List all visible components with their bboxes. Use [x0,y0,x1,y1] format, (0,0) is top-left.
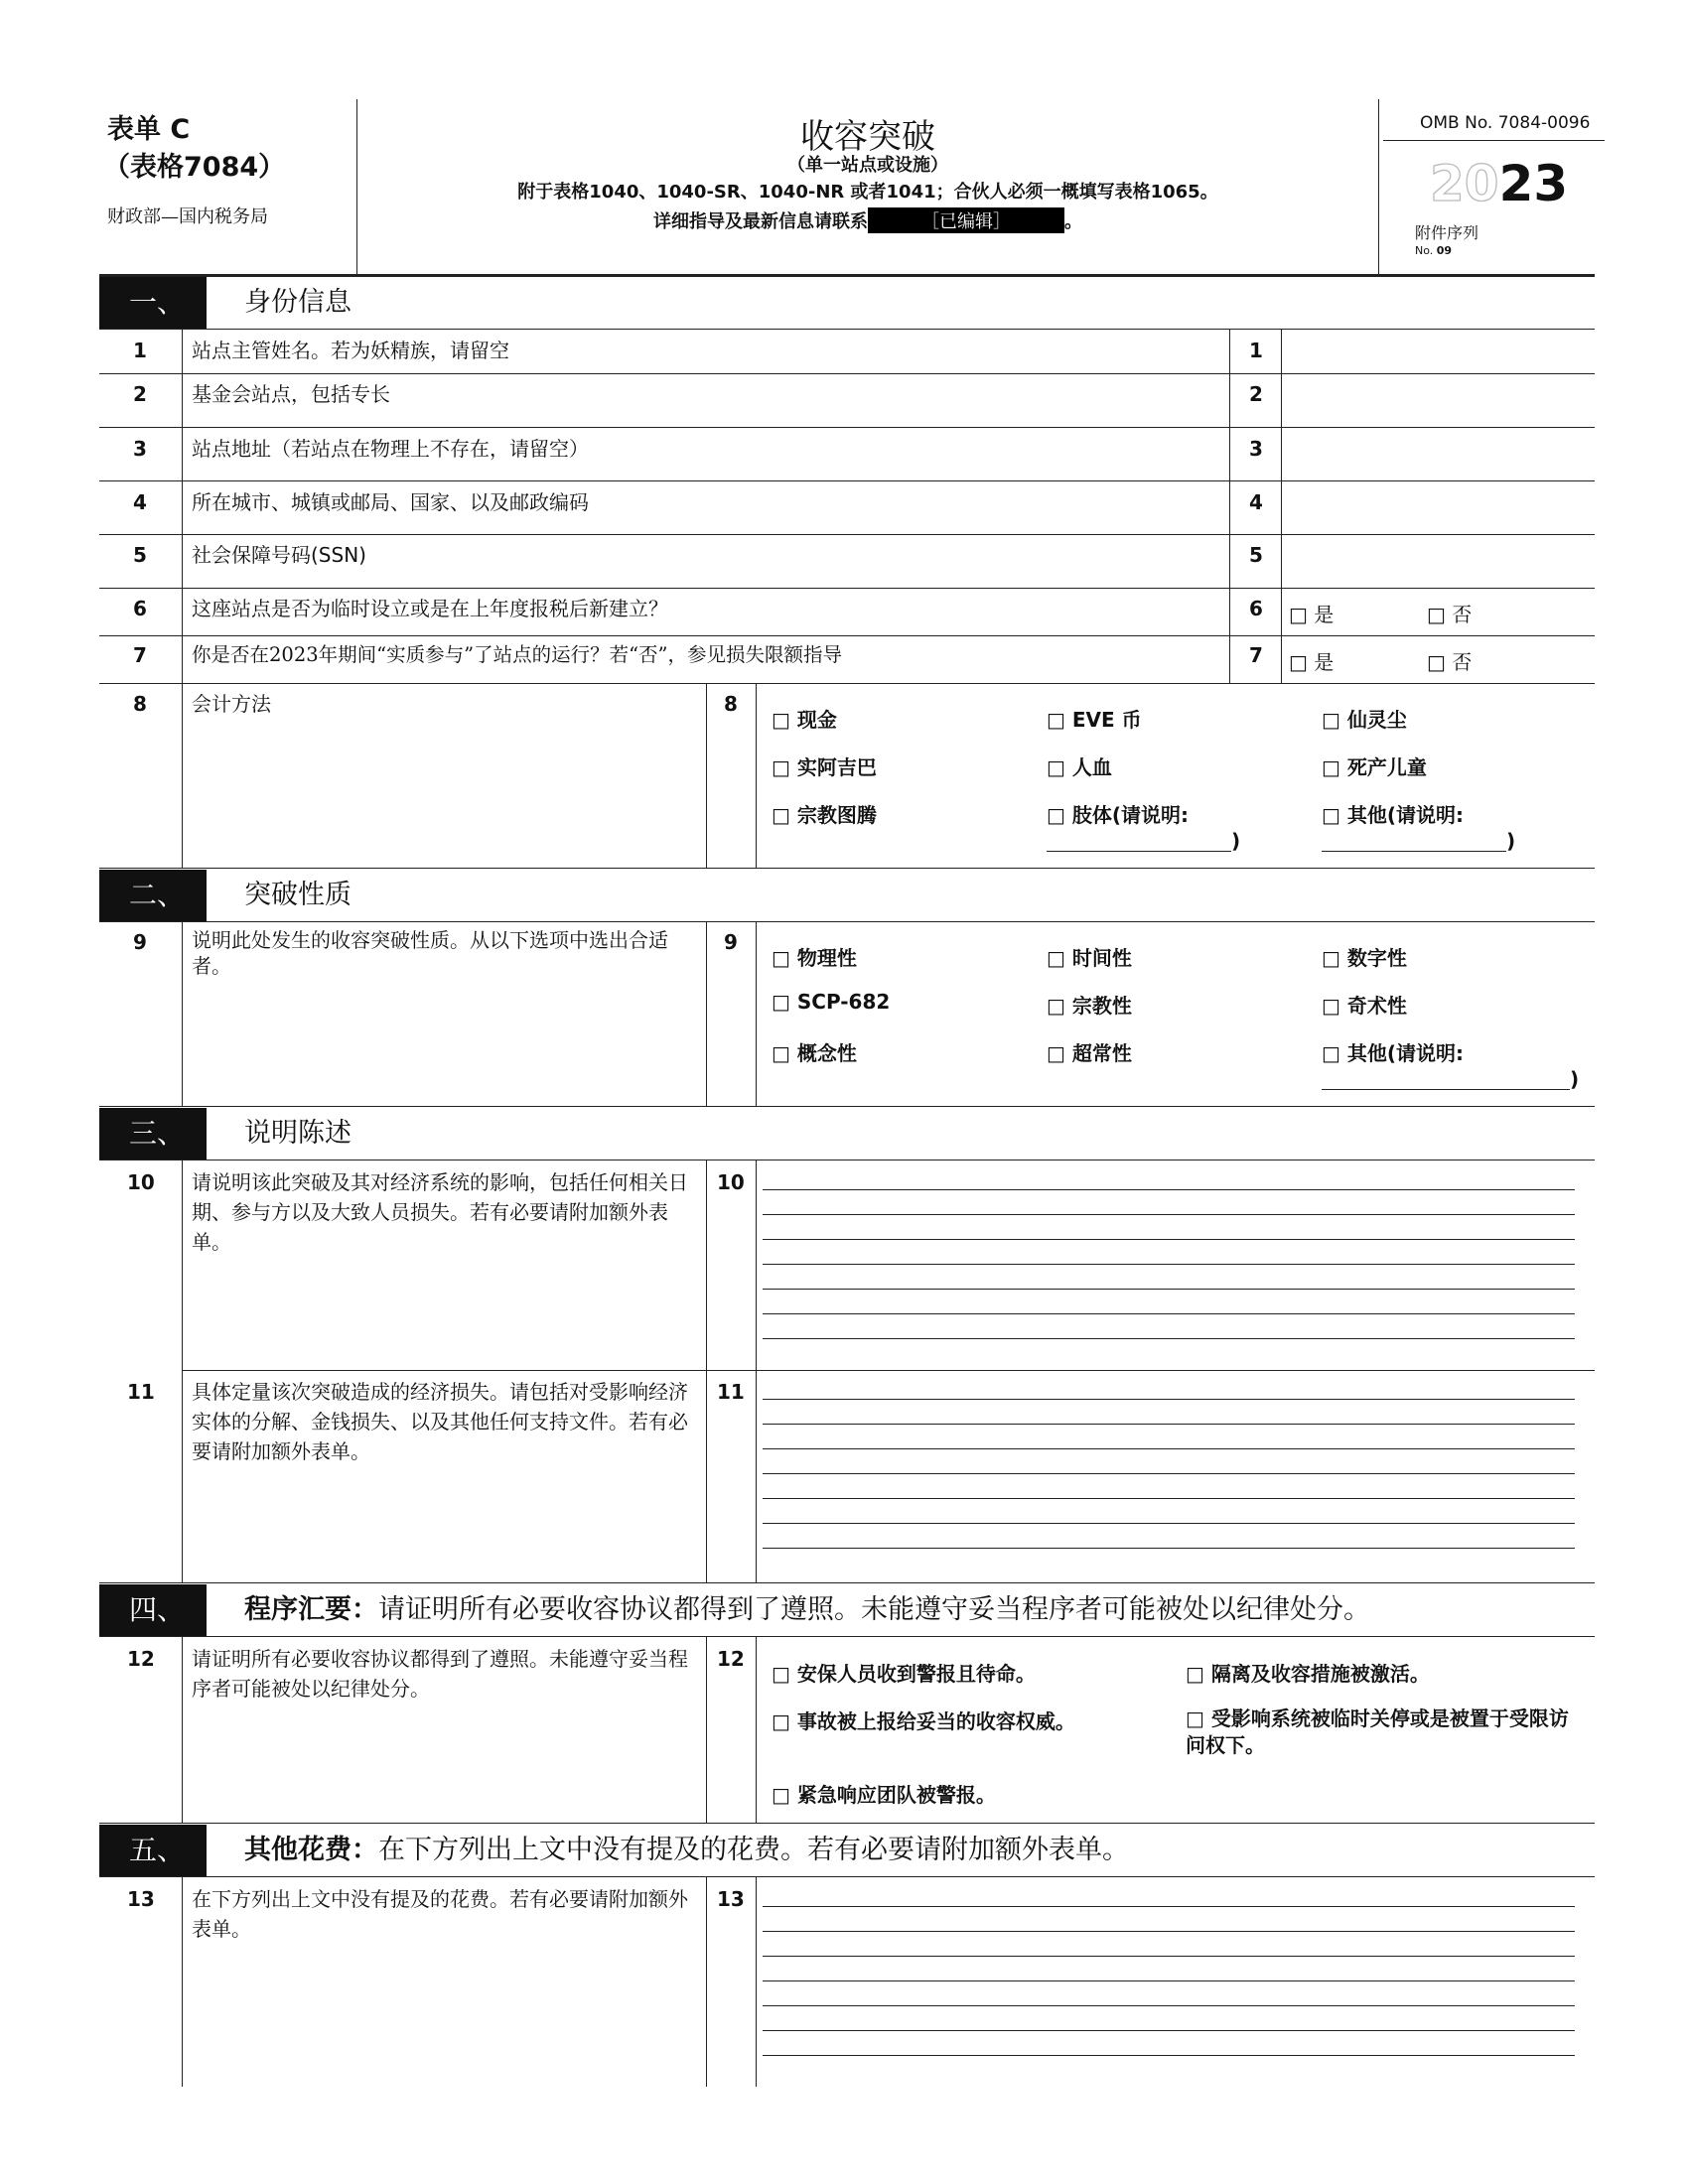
line-8-number: 8 [133,692,147,716]
line-13-ref: 13 [717,1887,745,1911]
section-1-title: 身份信息 [244,287,352,318]
method-other-close-paren: ) [1506,829,1516,853]
line-10-number: 10 [127,1170,155,1194]
seq-number: 09 [1436,244,1453,257]
protocol-incident-reported-checkbox[interactable]: □ 事故被上报给妥当的收容权威。 [772,1709,1075,1733]
nature-religious-checkbox[interactable]: □ 宗教性 [1047,994,1132,1018]
protocol-isolation-activated-checkbox[interactable]: □ 隔离及收容措施被激活。 [1186,1662,1430,1686]
line-1-label: 站点主管姓名。若为妖精族，请留空 [192,339,509,362]
method-human-blood-checkbox[interactable]: □ 人血 [1047,755,1112,779]
form-subtitle: （单一站点或设施） [787,155,948,176]
year-outline: 20 [1430,155,1499,212]
line-11-label: 具体定量该次突破造成的经济损失。请包括对受影响经济实体的分解、金钱损失、以及其他任何支持文件。若有必要请附加额外表单。 [192,1380,688,1463]
line-7-yes-checkbox[interactable]: □ 是 [1289,650,1335,674]
section-1-tag: 一、 [99,277,207,329]
line-10-ref: 10 [717,1170,745,1194]
line-12-number: 12 [127,1647,155,1671]
line-3-ref: 3 [1249,437,1263,461]
line-8-ref: 8 [724,692,738,716]
method-cash-checkbox[interactable]: □ 现金 [772,708,837,732]
line-3-label: 站点地址（若站点在物理上不存在，请留空） [192,437,589,461]
redacted-block: ［已编辑］ [868,207,1064,233]
form-number: （表格7084） [103,152,286,183]
method-fairy-dust-checkbox[interactable]: □ 仙灵尘 [1322,708,1407,732]
section-4-title-bold: 程序汇要： [244,1594,378,1625]
info-line [357,207,1378,233]
line-7-label: 你是否在2023年期间“实质参与”了站点的运行？若“否”，参见损失限额指导 [192,643,843,666]
nature-other-checkbox[interactable]: □ 其他(请说明: [1322,1041,1464,1065]
line-6-no-checkbox[interactable]: □ 否 [1427,603,1473,626]
line-7-number: 7 [133,643,147,667]
nature-scp-682-checkbox[interactable]: □ SCP-682 [772,990,891,1014]
line-4-number: 4 [133,490,147,514]
line-2-input[interactable] [1283,375,1593,425]
line-8-label: 会计方法 [192,692,271,716]
line-13-number: 13 [127,1887,155,1911]
attachment-label: 附件序列 [1415,223,1479,242]
line-4-ref: 4 [1249,490,1263,514]
section-5-title-rest: 在下方列出上文中没有提及的花费。若有必要请附加额外表单。 [378,1835,1129,1865]
form-id: 表单 C [107,114,191,145]
section-4-tag: 四、 [99,1584,207,1636]
line-5-label: 社会保障号码(SSN) [192,543,366,567]
line-12-ref: 12 [717,1647,745,1671]
line-13-label: 在下方列出上文中没有提及的花费。若有必要请附加额外表单。 [192,1887,688,1941]
protocol-systems-shutdown-checkbox[interactable]: □ 受影响系统被临时关停或是被置于受限访问权下。 [1186,1706,1569,1757]
omb-number: OMB No. 7084-0096 [1420,113,1591,133]
protocol-emergency-team-checkbox[interactable]: □ 紧急响应团队被警报。 [772,1783,996,1807]
section-5-title-bold: 其他花费： [244,1835,378,1865]
seq-prefix: No. [1415,244,1434,257]
sequence-number [1415,244,1452,257]
line-12-label: 请证明所有必要收容协议都得到了遵照。未能遵守妥当程序者可能被处以纪律处分。 [192,1647,688,1701]
section-2-title: 突破性质 [244,880,352,910]
nature-thaumaturgic-checkbox[interactable]: □ 奇术性 [1322,994,1407,1018]
line-9-ref: 9 [724,930,738,954]
line-6-ref: 6 [1249,597,1263,620]
section-2-tag: 二、 [99,870,207,921]
line-11-ref: 11 [717,1380,745,1404]
section-5-title [244,1825,1129,1876]
line-4-input[interactable] [1283,482,1593,532]
nature-physical-checkbox[interactable]: □ 物理性 [772,946,857,970]
nature-paranormal-checkbox[interactable]: □ 超常性 [1047,1041,1132,1065]
method-other-explain-line[interactable] [1322,851,1506,852]
line-10-label: 请说明该此突破及其对经济系统的影响，包括任何相关日期、参与方以及大致人员损失。若有必要请附加额外表单。 [192,1170,688,1254]
line-5-input[interactable] [1283,536,1593,586]
attach-line: 附于表格1040、1040-SR、1040-NR 或者1041；合伙人必须一概填写表格1065。 [517,182,1218,203]
section-4-title-rest: 请证明所有必要收容协议都得到了遵照。未能遵守妥当程序者可能被处以纪律处分。 [378,1594,1370,1625]
year-bold: 23 [1498,155,1569,212]
nature-other-close-paren: ) [1570,1067,1580,1091]
line-6-yes-checkbox[interactable]: □ 是 [1289,603,1335,626]
limbs-close-paren: ) [1231,829,1241,853]
method-limbs-checkbox[interactable]: □ 肢体(请说明: [1047,803,1189,827]
section-4-title [244,1584,1370,1636]
method-other-checkbox[interactable]: □ 其他(请说明: [1322,803,1464,827]
protocol-security-alerted-checkbox[interactable]: □ 安保人员收到警报且待命。 [772,1662,1036,1686]
line-2-label: 基金会站点，包括专长 [192,382,390,406]
line-5-number: 5 [133,543,147,567]
form-title: 收容突破 [800,117,935,157]
line-7-no-checkbox[interactable]: □ 否 [1427,650,1473,674]
method-stillborn-checkbox[interactable]: □ 死产儿童 [1322,755,1427,779]
line-4-label: 所在城市、城镇或邮局、国家、以及邮政编码 [192,490,589,514]
line-9-number: 9 [133,930,147,954]
section-5-tag: 五、 [99,1825,207,1876]
line-3-number: 3 [133,437,147,461]
limbs-explain-line[interactable] [1047,851,1231,852]
tax-year [1430,155,1569,212]
nature-digital-checkbox[interactable]: □ 数字性 [1322,946,1407,970]
method-shiagba-checkbox[interactable]: □ 实阿吉巴 [772,755,877,779]
nature-temporal-checkbox[interactable]: □ 时间性 [1047,946,1132,970]
nature-conceptual-checkbox[interactable]: □ 概念性 [772,1041,857,1065]
line-7-ref: 7 [1249,643,1263,667]
line-6-number: 6 [133,597,147,620]
line-3-input[interactable] [1283,429,1593,478]
department: 财政部—国内税务局 [107,206,268,227]
nature-other-explain-line[interactable] [1322,1089,1570,1090]
line-1-number: 1 [133,339,147,362]
line-2-number: 2 [133,382,147,406]
line-1-input[interactable] [1283,331,1593,371]
info-prefix: 详细指导及最新信息请联系 [653,211,868,232]
section-3-title: 说明陈述 [244,1118,352,1149]
line-1-ref: 1 [1249,339,1263,362]
line-5-ref: 5 [1249,543,1263,567]
info-suffix: 。 [1064,211,1082,232]
line-2-ref: 2 [1249,382,1263,406]
method-eve-checkbox[interactable]: □ EVE 币 [1047,708,1142,732]
line-11-number: 11 [127,1380,155,1404]
method-totem-checkbox[interactable]: □ 宗教图腾 [772,803,877,827]
line-6-label: 这座站点是否为临时设立或是在上年度报税后新建立？ [192,597,668,620]
section-3-tag: 三、 [99,1108,207,1160]
line-9-label: 说明此处发生的收容突破性质。从以下选项中选出合适者。 [192,928,668,978]
